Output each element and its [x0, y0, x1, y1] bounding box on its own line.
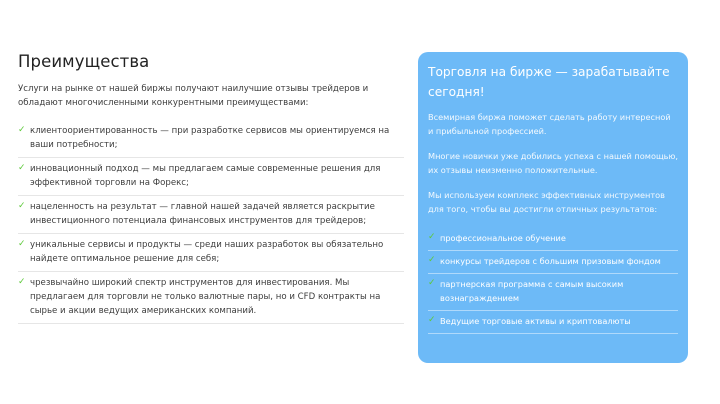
- advantages-section: [18, 50, 404, 324]
- list-item: [428, 228, 678, 251]
- promo-paragraph: Мы используем комплекс эффективных инструментов для того, чтобы вы достигли отличных результатов:: [428, 190, 666, 214]
- advantages-list: [18, 120, 404, 324]
- promo-paragraph: Всемирная биржа поможет сделать работу интересной и прибыльной профессией.: [428, 112, 671, 136]
- list-item: [428, 311, 678, 334]
- list-item: [18, 272, 404, 324]
- check-icon: ✓: [428, 232, 436, 242]
- check-icon: ✓: [18, 163, 26, 173]
- list-item-text: профессиональное обучение: [440, 233, 566, 243]
- advantages-title: Преимущества: [18, 52, 150, 71]
- list-item: [18, 120, 404, 158]
- list-item-text: клиентоориентированность — при разработке сервисов мы ориентируемся на ваши потребности;: [30, 126, 390, 150]
- check-icon: ✓: [18, 125, 26, 135]
- list-item: [18, 196, 404, 234]
- promo-paragraph: Многие новички уже добились успеха с нашей помощью, их отзывы неизменно положительные.: [428, 151, 678, 175]
- promo-card: [418, 52, 688, 363]
- promo-list: [428, 228, 678, 334]
- list-item-text: инновационный подход — мы предлагаем самые современные решения для эффективной торговли на Форекс;: [30, 164, 381, 188]
- promo-title: Торговля на бирже — зарабатывайте сегодня!: [428, 65, 670, 99]
- check-icon: ✓: [428, 278, 436, 288]
- check-icon: ✓: [428, 255, 436, 265]
- list-item: [18, 158, 404, 196]
- list-item: [428, 274, 678, 311]
- check-icon: ✓: [18, 277, 26, 287]
- list-item-text: нацеленность на результат — главной нашей задачей является раскрытие инвестиционного потенциала финансовых инструментов для трейдеров;: [30, 202, 375, 226]
- check-icon: ✓: [18, 201, 26, 211]
- list-item: [18, 234, 404, 272]
- list-item-text: конкурсы трейдеров с большим призовым фондом: [440, 256, 661, 266]
- list-item: [428, 251, 678, 274]
- list-item-text: Ведущие торговые активы и криптовалюты: [440, 316, 631, 326]
- advantages-intro: Услуги на рынке от нашей биржы получают наилучшие отзывы трейдеров и обладают многочисленными конкурентными преимуществами:: [18, 84, 369, 108]
- list-item-text: уникальные сервисы и продукты — среди наших разработок вы обязательно найдете оптимальное решение для себя;: [30, 240, 384, 264]
- list-item-text: чрезвычайно широкий спектр инструментов для инвестирования. Мы предлагаем для торговли не только валютные пары, но и CFD контракты на сырье и акции ведущих американских компаний.: [30, 278, 381, 316]
- list-item-text: партнерская программа с самым высоким вознаграждением: [440, 279, 624, 303]
- check-icon: ✓: [18, 239, 26, 249]
- check-icon: ✓: [428, 315, 436, 325]
